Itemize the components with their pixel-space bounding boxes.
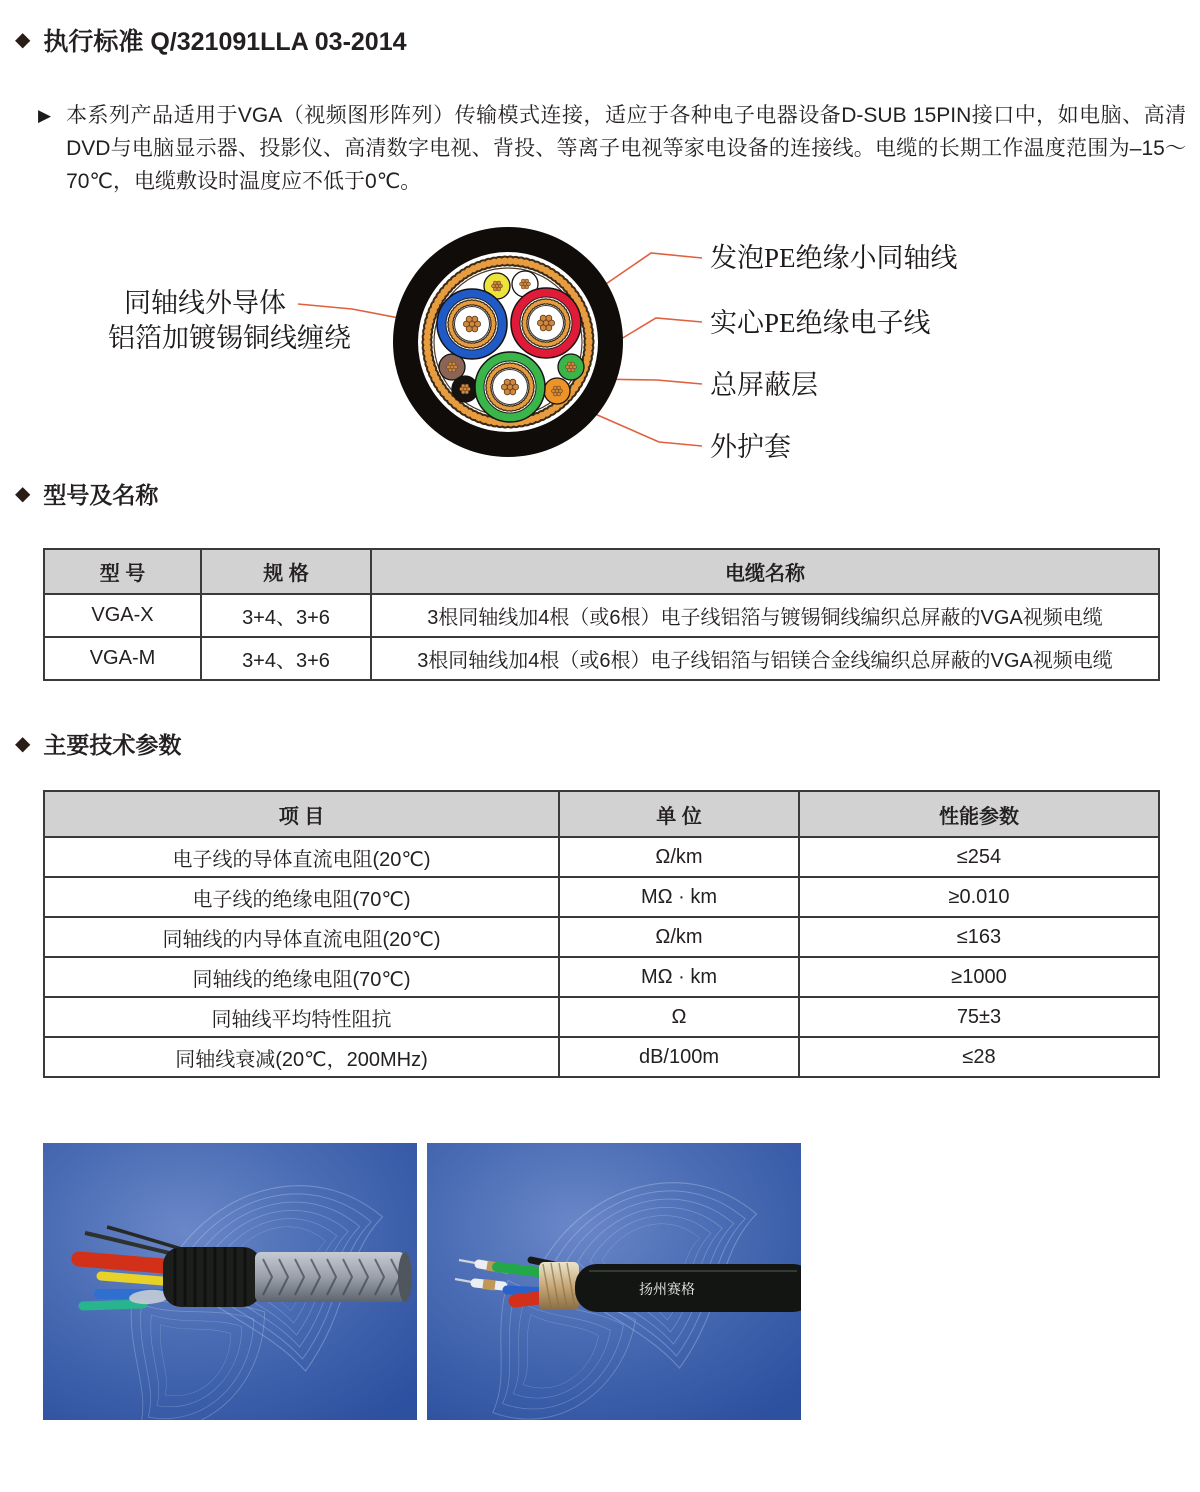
diamond-bullet-icon: ◆ — [15, 482, 31, 505]
coax-blue — [437, 289, 507, 359]
cell-unit: Ω — [559, 997, 799, 1037]
cell-model: VGA-M — [44, 637, 201, 680]
models-title-text: 型号及名称 — [43, 482, 159, 508]
table-header-row — [44, 791, 1159, 837]
col-header-cable-name: 电缆名称 — [371, 549, 1159, 594]
label-foam-coax: 发泡PE绝缘小同轴线 — [710, 243, 958, 273]
intro-paragraph — [38, 99, 1192, 198]
electronic-wire-black — [452, 376, 478, 402]
cable-print-text: 扬州赛格 — [639, 1283, 695, 1298]
label-outer-sheath: 外护套 — [710, 432, 791, 462]
cell-item: 同轴线的内导体直流电阻(20℃) — [44, 917, 559, 957]
col-header-model: 型 号 — [44, 549, 201, 594]
triangle-bullet-icon: ▶ — [38, 106, 52, 125]
table-row — [44, 637, 1159, 680]
green-wire — [83, 1304, 143, 1306]
coax-red — [511, 288, 581, 358]
cell-value: ≥0.010 — [799, 877, 1159, 917]
coax-green — [475, 352, 545, 422]
section-standard-title — [15, 22, 407, 58]
cell-unit: MΩ · km — [559, 877, 799, 917]
cell-value: ≥1000 — [799, 957, 1159, 997]
cell-spec: 3+4、3+6 — [201, 594, 371, 637]
cell-unit: Ω/km — [559, 837, 799, 877]
product-photo-stripped-cable — [43, 1143, 417, 1420]
cell-cable-name: 3根同轴线加4根（或6根）电子线铝箔与镀锡铜线编织总屏蔽的VGA视频电缆 — [371, 594, 1159, 637]
label-solid-wire: 实心PE绝缘电子线 — [710, 308, 931, 338]
section-models-title — [15, 477, 158, 510]
braid-section — [255, 1252, 405, 1302]
cell-value: ≤163 — [799, 917, 1159, 957]
cable-cross-section-diagram — [0, 220, 1200, 490]
col-header-value: 性能参数 — [799, 791, 1159, 837]
diamond-bullet-icon: ◆ — [15, 732, 31, 755]
label-overall-shield: 总屏蔽层 — [710, 370, 818, 400]
col-header-spec: 规 格 — [201, 549, 371, 594]
cell-value: ≤254 — [799, 837, 1159, 877]
section-params-title — [15, 727, 181, 760]
models-table — [43, 548, 1160, 681]
label-outer-conductor-line1: 同轴线外导体 — [124, 288, 286, 318]
electronic-wire-orange — [544, 378, 570, 404]
cable-cut-end — [398, 1252, 412, 1302]
table-header-row — [44, 549, 1159, 594]
cell-unit: Ω/km — [559, 917, 799, 957]
table-row — [44, 837, 1159, 877]
cell-unit: dB/100m — [559, 1037, 799, 1077]
col-header-unit: 单 位 — [559, 791, 799, 837]
cell-unit: MΩ · km — [559, 957, 799, 997]
cell-item: 同轴线的绝缘电阻(70℃) — [44, 957, 559, 997]
cell-cable-name: 3根同轴线加4根（或6根）电子线铝箔与铝镁合金线编织总屏蔽的VGA视频电缆 — [371, 637, 1159, 680]
cell-item: 同轴线平均特性阻抗 — [44, 997, 559, 1037]
params-title-text: 主要技术参数 — [43, 732, 182, 758]
table-row — [44, 594, 1159, 637]
col-header-item: 项 目 — [44, 791, 559, 837]
cell-value: 75±3 — [799, 997, 1159, 1037]
foil-braid-section — [539, 1262, 579, 1310]
table-row — [44, 997, 1159, 1037]
leader-outer-sheath — [586, 410, 702, 446]
diamond-bullet-icon: ◆ — [15, 29, 31, 51]
standard-title-text: 执行标准 Q/321091LLA 03-2014 — [43, 28, 407, 56]
table-row — [44, 957, 1159, 997]
cell-item: 电子线的绝缘电阻(70℃) — [44, 877, 559, 917]
electronic-wire-green — [558, 354, 584, 380]
table-row — [44, 1037, 1159, 1077]
red-wire — [79, 1259, 175, 1267]
cell-spec: 3+4、3+6 — [201, 637, 371, 680]
cell-value: ≤28 — [799, 1037, 1159, 1077]
cell-item: 电子线的导体直流电阻(20℃) — [44, 837, 559, 877]
table-row — [44, 877, 1159, 917]
cell-model: VGA-X — [44, 594, 201, 637]
label-outer-conductor-line2: 铝箔加镀锡铜线缠绕 — [108, 323, 351, 353]
product-photo-cable-with-print — [427, 1143, 801, 1420]
params-table — [43, 790, 1160, 1078]
cell-item: 同轴线衰减(20℃，200MHz) — [44, 1037, 559, 1077]
cable-cross-section — [393, 227, 623, 457]
intro-text: 本系列产品适用于VGA（视频图形阵列）传输模式连接，适应于各种电子电器设备D-SUB 15PIN接口中，如电脑、高清DVD与电脑显示器、投影仪、高清数字电视、背投、等离子电视等家电设备的连接线。电缆的长期工作温度范围为–15～70℃，电缆敷设时温度应不低于0℃。 — [66, 104, 1187, 193]
mini-coax-braid — [483, 1284, 495, 1286]
table-row — [44, 917, 1159, 957]
